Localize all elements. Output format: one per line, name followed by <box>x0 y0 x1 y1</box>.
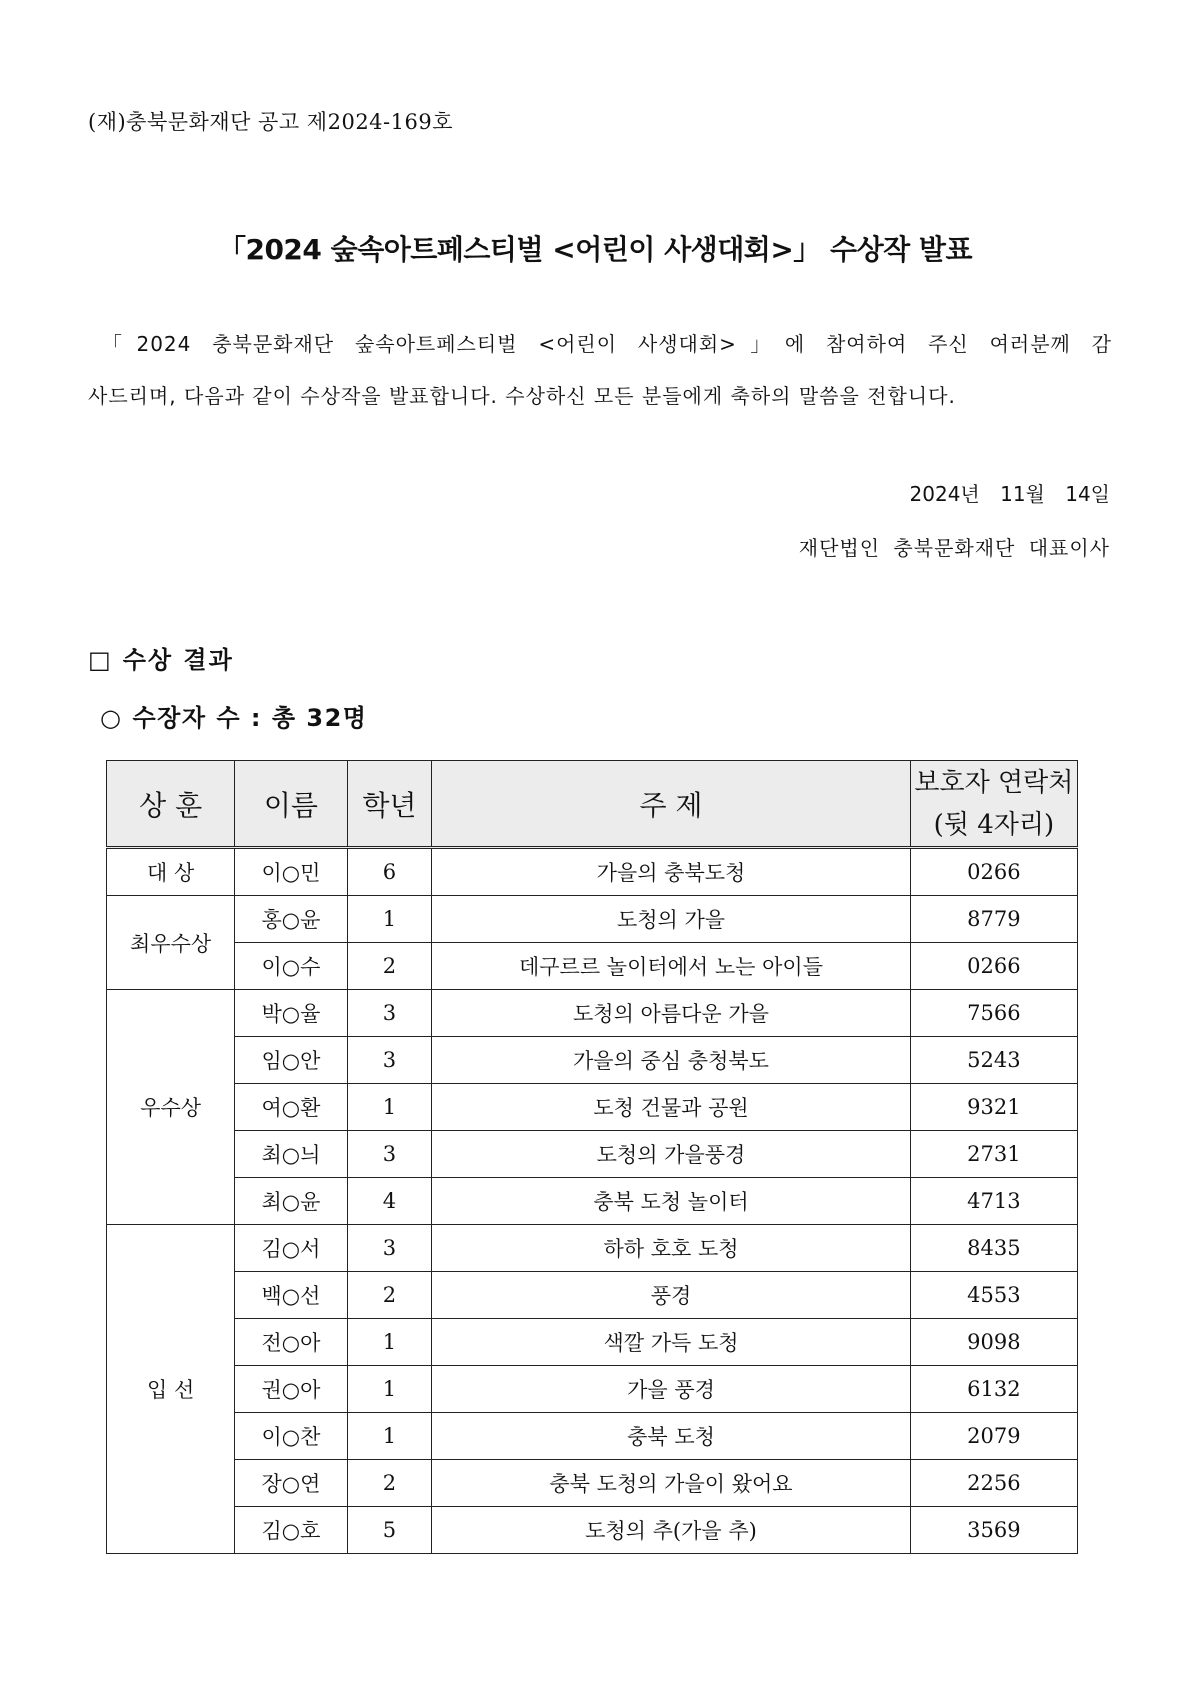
name-cell: 백○선 <box>235 1272 347 1319</box>
phone-cell: 9321 <box>910 1084 1077 1131</box>
name-cell: 이○민 <box>235 848 347 896</box>
phone-cell: 8779 <box>910 896 1077 943</box>
grade-cell: 3 <box>347 990 432 1037</box>
topic-cell: 풍경 <box>432 1272 911 1319</box>
name-cell: 김○서 <box>235 1225 347 1272</box>
grade-cell: 1 <box>347 1413 432 1460</box>
grade-cell: 3 <box>347 1131 432 1178</box>
name-cell: 최○윤 <box>235 1178 347 1225</box>
topic-cell: 도청의 가을 <box>432 896 911 943</box>
name-cell: 김○호 <box>235 1507 347 1554</box>
name-cell: 박○율 <box>235 990 347 1037</box>
topic-cell: 도청의 가을풍경 <box>432 1131 911 1178</box>
table-row <box>107 1272 1078 1319</box>
table-header-row <box>107 761 1078 848</box>
grade-cell: 6 <box>347 848 432 896</box>
grade-cell: 1 <box>347 896 432 943</box>
header-contact-line2: (뒷 4자리) <box>933 809 1055 840</box>
table-row <box>107 1460 1078 1507</box>
section-heading-text: 수상 결과 <box>122 646 234 674</box>
topic-cell: 가을 풍경 <box>432 1366 911 1413</box>
announcement-date: 2024년 11월 14일 <box>909 482 1110 506</box>
table-row <box>107 943 1078 990</box>
table-row <box>107 1084 1078 1131</box>
issuer-name: 재단법인 충북문화재단 대표이사 <box>798 536 1110 560</box>
name-cell: 권○아 <box>235 1366 347 1413</box>
body-line-2: 사드리며, 다음과 같이 수상작을 발표합니다. 수상하신 모든 분들에게 축하의 말씀을 전합니다. <box>88 384 956 408</box>
table-row <box>107 1507 1078 1554</box>
name-cell: 최○늬 <box>235 1131 347 1178</box>
award-cell: 대 상 <box>107 848 235 896</box>
topic-cell: 도청의 아름다운 가을 <box>432 990 911 1037</box>
grade-cell: 1 <box>347 1366 432 1413</box>
name-cell: 장○연 <box>235 1460 347 1507</box>
topic-cell: 도청의 추(가을 추) <box>432 1507 911 1554</box>
table-row <box>107 896 1078 943</box>
table-row <box>107 1131 1078 1178</box>
header-contact-line1: 보호자 연락처 <box>914 767 1074 798</box>
name-cell: 임○안 <box>235 1037 347 1084</box>
notice-number: (재)충북문화재단 공고 제2024-169호 <box>88 110 454 134</box>
topic-cell: 데구르르 놀이터에서 노는 아이들 <box>432 943 911 990</box>
grade-cell: 1 <box>347 1319 432 1366</box>
body-line-1: 「2024 충북문화재단 숲속아트페스티벌 <어린이 사생대회>」에 참여하여 주신 여러분께 감 <box>102 332 1112 356</box>
phone-cell: 2256 <box>910 1460 1077 1507</box>
page-title: 「2024 숲속아트페스티벌 <어린이 사생대회>」 수상작 발표 <box>217 233 973 266</box>
subsection-heading <box>100 698 367 733</box>
topic-cell: 도청 건물과 공원 <box>432 1084 911 1131</box>
topic-cell: 충북 도청의 가을이 왔어요 <box>432 1460 911 1507</box>
name-cell: 여○환 <box>235 1084 347 1131</box>
name-cell: 홍○윤 <box>235 896 347 943</box>
award-cell: 우수상 <box>107 990 235 1225</box>
circle-bullet-icon: ○ <box>100 704 123 732</box>
header-topic: 주 제 <box>432 761 911 848</box>
table-row <box>107 1366 1078 1413</box>
phone-cell: 9098 <box>910 1319 1077 1366</box>
topic-cell: 하하 호호 도청 <box>432 1225 911 1272</box>
table-row <box>107 990 1078 1037</box>
name-cell: 전○아 <box>235 1319 347 1366</box>
award-cell: 최우수상 <box>107 896 235 990</box>
phone-cell: 2731 <box>910 1131 1077 1178</box>
award-cell: 입 선 <box>107 1225 235 1554</box>
phone-cell: 2079 <box>910 1413 1077 1460</box>
section-heading <box>88 640 234 675</box>
grade-cell: 2 <box>347 1272 432 1319</box>
name-cell: 이○수 <box>235 943 347 990</box>
phone-cell: 0266 <box>910 943 1077 990</box>
grade-cell: 3 <box>347 1225 432 1272</box>
subsection-heading-text: 수장자 수 : 총 32명 <box>132 704 368 732</box>
topic-cell: 가을의 충북도청 <box>432 848 911 896</box>
topic-cell: 충북 도청 <box>432 1413 911 1460</box>
topic-cell: 색깔 가득 도청 <box>432 1319 911 1366</box>
awards-table <box>106 760 1078 1554</box>
grade-cell: 5 <box>347 1507 432 1554</box>
announcement-body <box>88 318 1112 422</box>
topic-cell: 가을의 중심 충청북도 <box>432 1037 911 1084</box>
grade-cell: 3 <box>347 1037 432 1084</box>
header-contact <box>910 761 1077 848</box>
header-award: 상 훈 <box>107 761 235 848</box>
phone-cell: 5243 <box>910 1037 1077 1084</box>
grade-cell: 2 <box>347 943 432 990</box>
table-row <box>107 1413 1078 1460</box>
header-grade: 학년 <box>347 761 432 848</box>
square-bullet-icon: □ <box>88 646 113 674</box>
table-row <box>107 1178 1078 1225</box>
phone-cell: 6132 <box>910 1366 1077 1413</box>
phone-cell: 3569 <box>910 1507 1077 1554</box>
phone-cell: 7566 <box>910 990 1077 1037</box>
table-row <box>107 1319 1078 1366</box>
table-row <box>107 1225 1078 1272</box>
grade-cell: 2 <box>347 1460 432 1507</box>
topic-cell: 충북 도청 놀이터 <box>432 1178 911 1225</box>
grade-cell: 1 <box>347 1084 432 1131</box>
phone-cell: 4553 <box>910 1272 1077 1319</box>
phone-cell: 4713 <box>910 1178 1077 1225</box>
phone-cell: 0266 <box>910 848 1077 896</box>
table-row <box>107 1037 1078 1084</box>
grade-cell: 4 <box>347 1178 432 1225</box>
table-body <box>107 848 1078 1554</box>
name-cell: 이○찬 <box>235 1413 347 1460</box>
table-row <box>107 848 1078 896</box>
phone-cell: 8435 <box>910 1225 1077 1272</box>
header-name: 이름 <box>235 761 347 848</box>
